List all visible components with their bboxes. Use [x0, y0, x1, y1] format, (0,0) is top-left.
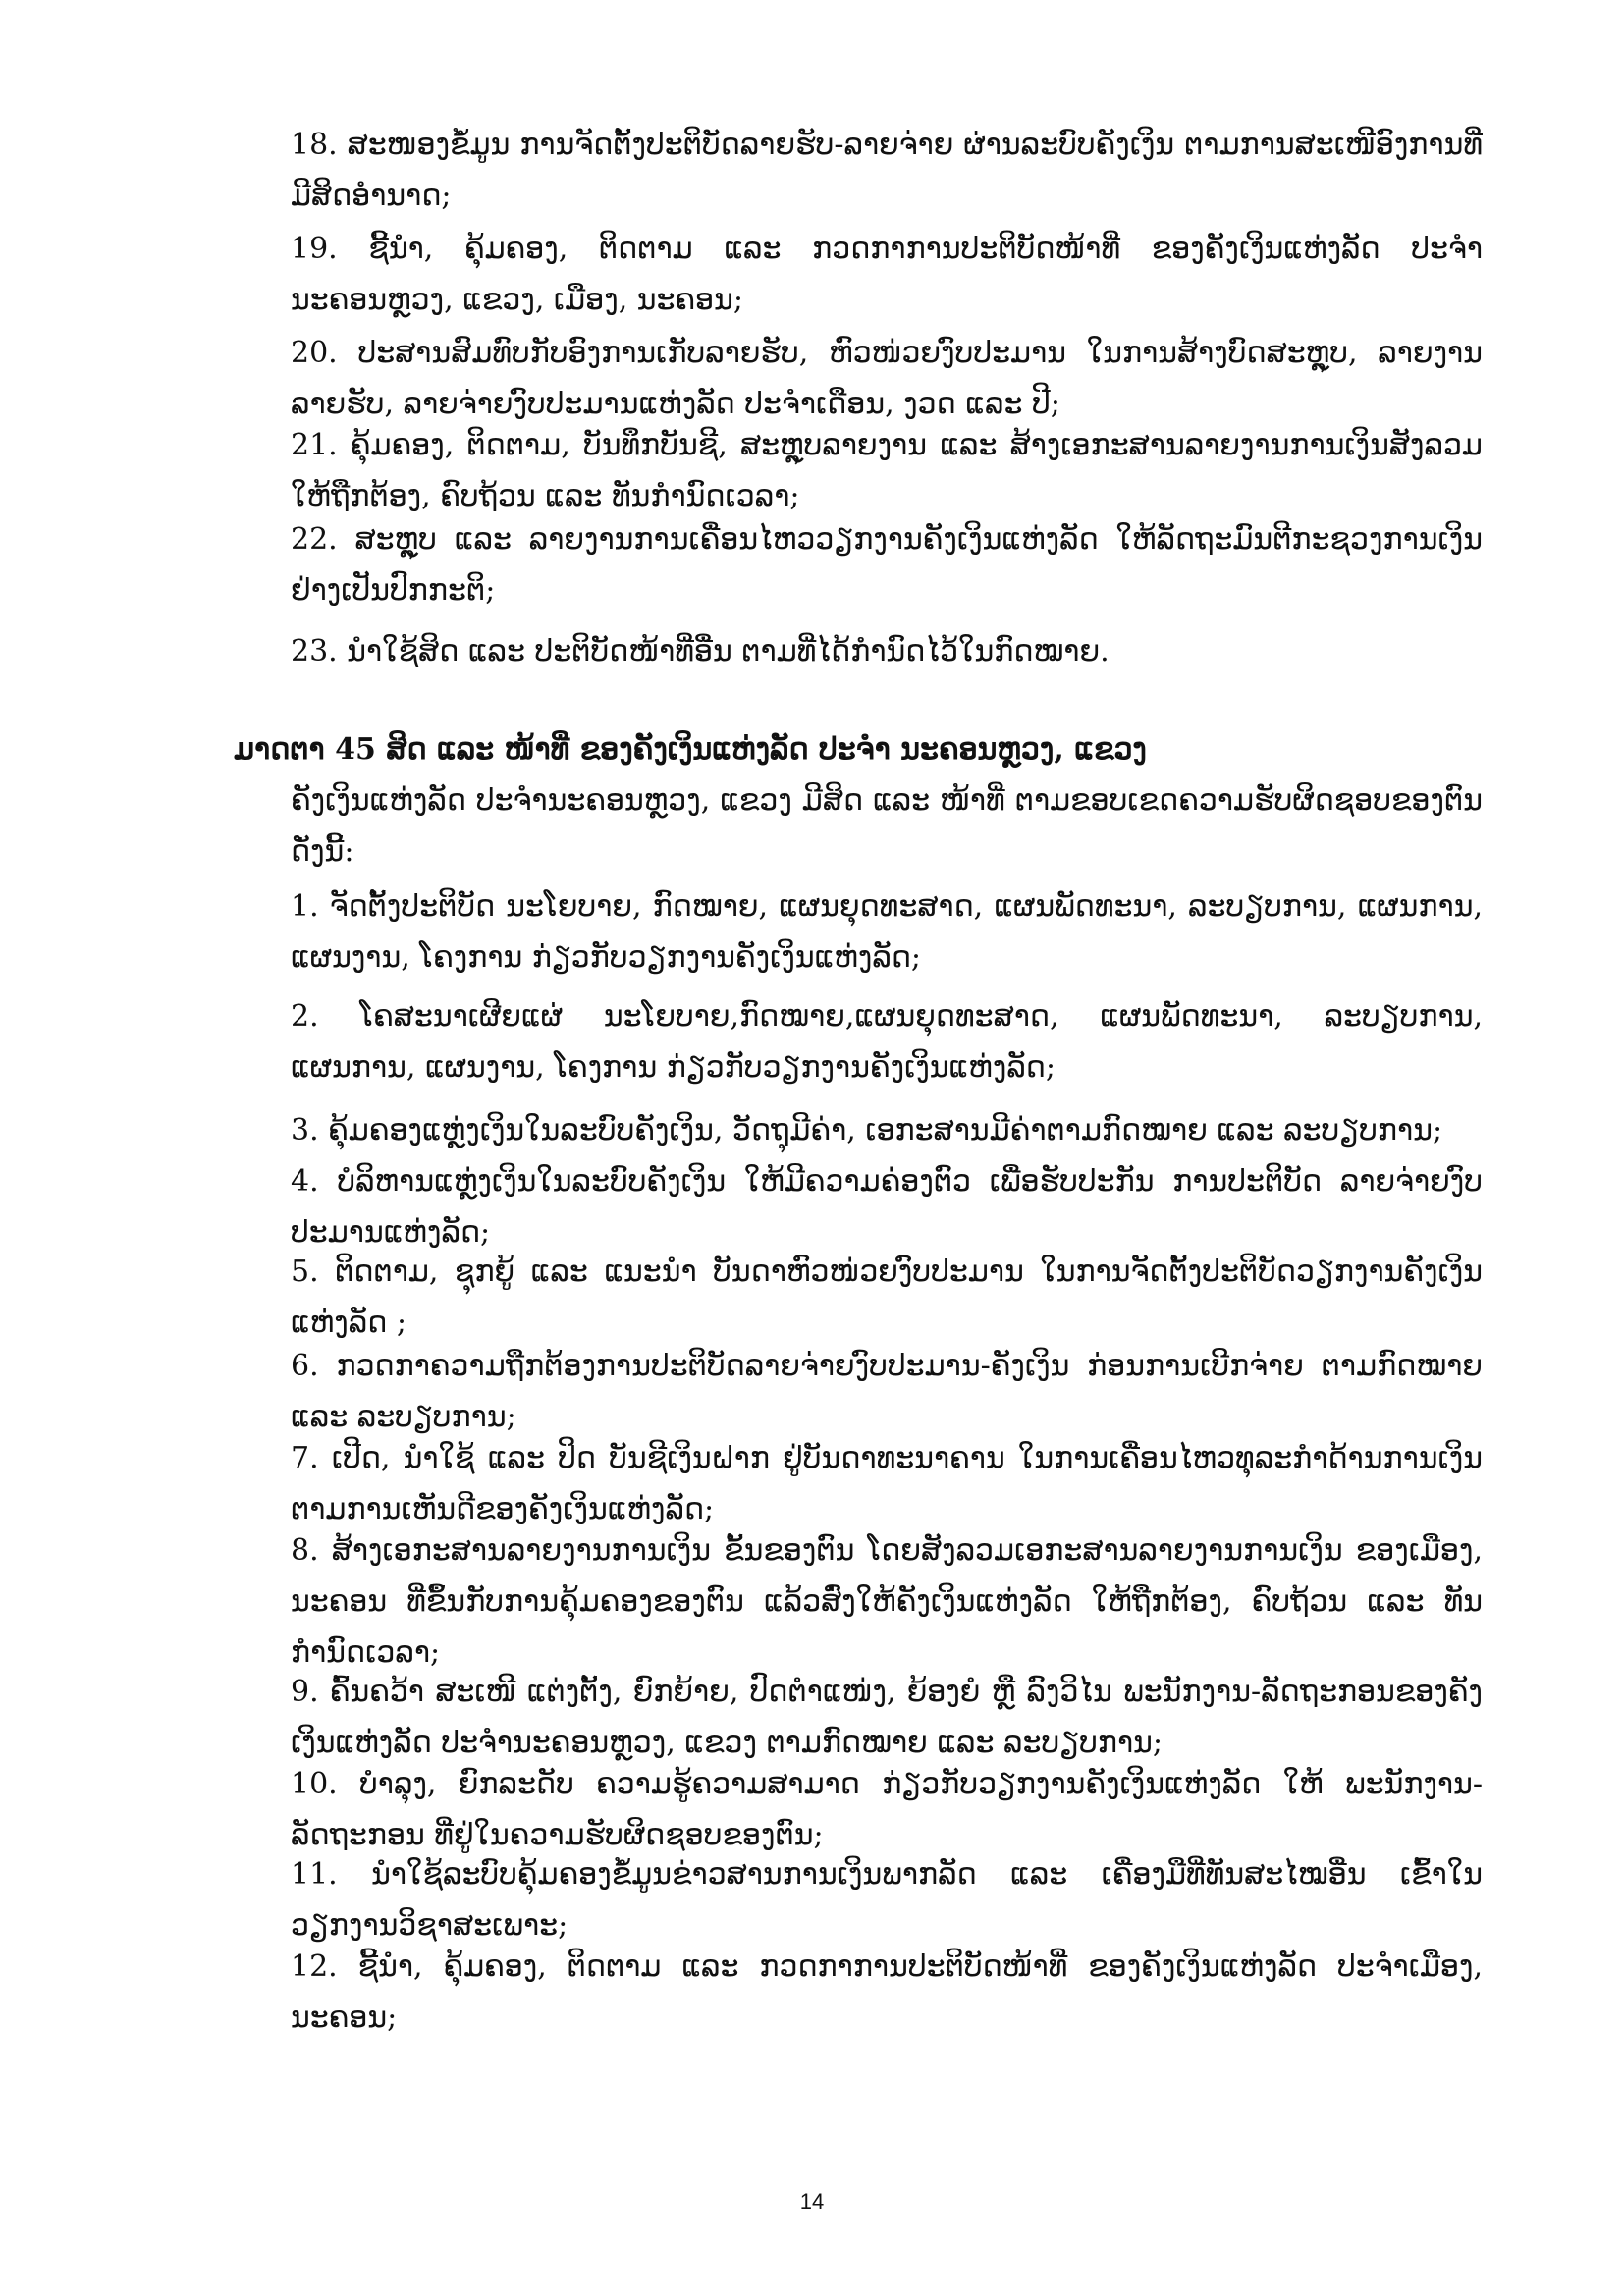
duty-item-6: 6. ກວດກາຄວາມຖືກຕ້ອງການປະຕິບັດລາຍຈ່າຍງົບປະມານ-ຄັງເງິນ ກ່ອນການເບີກຈ່າຍ ຕາມກົດໝາຍ ແລະ ລະບຽບການ;: [291, 1349, 1483, 1434]
duty-item-12: 12. ຊີ້ນຳ, ຄຸ້ມຄອງ, ຕິດຕາມ ແລະ ກວດກາການປະຕິບັດໜ້າທີ່ ຂອງຄັງເງິນແຫ່ງລັດ ປະຈຳເມືອງ, ນະຄອນ;: [291, 1949, 1483, 2035]
list-item-20: 20. ປະສານສົມທົບກັບອົງການເກັບລາຍຮັບ, ຫົວໜ່ວຍງົບປະມານ ໃນການສ້າງບົດສະຫຼຸບ, ລາຍງານລາຍຮັບ, ລາຍຈ່າຍງົບປະມານແຫ່ງລັດ ປະຈຳເດືອນ, ງວດ ແລະ ປີ;: [291, 336, 1483, 421]
duty-item-2: 2. ໂຄສະນາເຜີຍແຜ່ ນະໂຍບາຍ,ກົດໝາຍ,ແຜນຍຸດທະສາດ, ແຜນພັດທະນາ, ລະບຽບການ, ແຜນການ, ແຜນງານ, ໂຄງການ ກ່ຽວກັບວຽກງານຄັງເງິນແຫ່ງລັດ;: [291, 999, 1483, 1085]
duty-item-3: 3. ຄຸ້ມຄອງແຫຼ່ງເງິນໃນລະບົບຄັງເງິນ, ວັດຖຸມີຄ່າ, ເອກະສານມີຄ່າຕາມກົດໝາຍ ແລະ ລະບຽບການ;: [291, 1113, 1443, 1148]
duty-item-7: 7. ເປີດ, ນຳໃຊ້ ແລະ ປິດ ບັນຊີເງິນຝາກ ຢູ່ບັນດາທະນາຄານ ໃນການເຄື່ອນໄຫວທຸລະກຳດ້ານການເງິນ ຕາມການເຫັນດີຂອງຄັງເງິນແຫ່ງລັດ;: [291, 1441, 1483, 1526]
list-item-19: 19. ຊີ້ນຳ, ຄຸ້ມຄອງ, ຕິດຕາມ ແລະ ກວດກາການປະຕິບັດໜ້າທີ່ ຂອງຄັງເງິນແຫ່ງລັດ ປະຈຳ ນະຄອນຫຼວງ, ແຂວງ, ເມືອງ, ນະຄອນ;: [291, 232, 1483, 317]
list-item-18: 18. ສະໜອງຂໍ້ມູນ ການຈັດຕັ້ງປະຕິບັດລາຍຮັບ-ລາຍຈ່າຍ ຜ່ານລະບົບຄັງເງິນ ຕາມການສະເໜີອົງການທີ່ມີສິດອຳນາດ;: [291, 128, 1483, 213]
list-item-23: 23. ນຳໃຊ້ສິດ ແລະ ປະຕິບັດໜ້າທີ່ອື່ນ ຕາມທີ່ໄດ້ກຳນົດໄວ້ໃນກົດໝາຍ.: [291, 634, 1110, 668]
duty-item-5: 5. ຕິດຕາມ, ຊຸກຍູ້ ແລະ ແນະນຳ ບັນດາຫົວໜ່ວຍງົບປະມານ ໃນການຈັດຕັ້ງປະຕິບັດວຽກງານຄັງເງິນແຫ່ງລັດ ;: [291, 1255, 1483, 1340]
duty-item-10: 10. ບຳລຸງ, ຍົກລະດັບ ຄວາມຮູ້ຄວາມສາມາດ ກ່ຽວກັບວຽກງານຄັງເງິນແຫ່ງລັດ ໃຫ້ ພະນັກງານ-ລັດຖະກອນ ທີ່ຢູ່ໃນຄວາມຮັບຜິດຊອບຂອງຕົນ;: [291, 1767, 1483, 1852]
list-item-22: 22. ສະຫຼຸບ ແລະ ລາຍງານການເຄື່ອນໄຫວວຽກງານຄັງເງິນແຫ່ງລັດ ໃຫ້ລັດຖະມົນຕີກະຊວງການເງິນຢ່າງເປັນປົກກະຕິ;: [291, 522, 1483, 608]
list-item-21: 21. ຄຸ້ມຄອງ, ຕິດຕາມ, ບັນທຶກບັນຊີ, ສະຫຼຸບລາຍງານ ແລະ ສ້າງເອກະສານລາຍງານການເງິນສັງລວມໃຫ້ຖືກຕ້ອງ, ຄົບຖ້ວນ ແລະ ທັນກຳນົດເວລາ;: [291, 428, 1483, 513]
duty-item-8: 8. ສ້າງເອກະສານລາຍງານການເງິນ ຂັ້ນຂອງຕົນ ໂດຍສັງລວມເອກະສານລາຍງານການເງິນ ຂອງເມືອງ, ນະຄອນ ທີ່ຂຶ້ນກັບການຄຸ້ມຄອງຂອງຕົນ ແລ້ວສົ່ງໃຫ້ຄັງເງິນແຫ່ງລັດ ໃຫ້ຖືກຕ້ອງ, ຄົບຖ້ວນ ແລະ ທັນກຳນົດເວລາ;: [291, 1533, 1483, 1670]
article-heading: ມາດຕາ 45 ສິດ ແລະ ໜ້າທີ່ ຂອງຄັງເງິນແຫ່ງລັດ ປະຈຳ ນະຄອນຫຼວງ, ແຂວງ: [234, 732, 1147, 767]
duty-item-11: 11. ນຳໃຊ້ລະບົບຄຸ້ມຄອງຂໍ້ມູນຂ່າວສານການເງິນພາກລັດ ແລະ ເຄື່ອງມືທີ່ທັນສະໄໝອື່ນ ເຂົ້າໃນວຽກງານວິຊາສະເພາະ;: [291, 1857, 1483, 1943]
duty-item-9: 9. ຄົ້ນຄວ້າ ສະເໜີ ແຕ່ງຕັ້ງ, ຍົກຍ້າຍ, ປົດຕຳແໜ່ງ, ຍ້ອງຍໍ ຫຼື ລົງວິໄນ ພະນັກງານ-ລັດຖະກອນຂອງຄັງເງິນແຫ່ງລັດ ປະຈຳນະຄອນຫຼວງ, ແຂວງ ຕາມກົດໝາຍ ແລະ ລະບຽບການ;: [291, 1675, 1483, 1760]
article-intro: ຄັງເງິນແຫ່ງລັດ ປະຈຳນະຄອນຫຼວງ, ແຂວງ ມີສິດ ແລະ ໜ້າທີ່ ຕາມຂອບເຂດຄວາມຮັບຜິດຊອບຂອງຕົນ ດັ່ງນີ້:: [291, 783, 1483, 869]
page-number: 14: [799, 2189, 825, 2214]
duty-item-1: 1. ຈັດຕັ້ງປະຕິບັດ ນະໂຍບາຍ, ກົດໝາຍ, ແຜນຍຸດທະສາດ, ແຜນພັດທະນາ, ລະບຽບການ, ແຜນການ, ແຜນງານ, ໂຄງການ ກ່ຽວກັບວຽກງານຄັງເງິນແຫ່ງລັດ;: [291, 889, 1483, 975]
duty-item-4: 4. ບໍລິຫານແຫຼ່ງເງິນໃນລະບົບຄັງເງິນ ໃຫ້ມີຄວາມຄ່ອງຕົວ ເພື່ອຮັບປະກັນ ການປະຕິບັດ ລາຍຈ່າຍງົບປະມານແຫ່ງລັດ;: [291, 1164, 1483, 1250]
